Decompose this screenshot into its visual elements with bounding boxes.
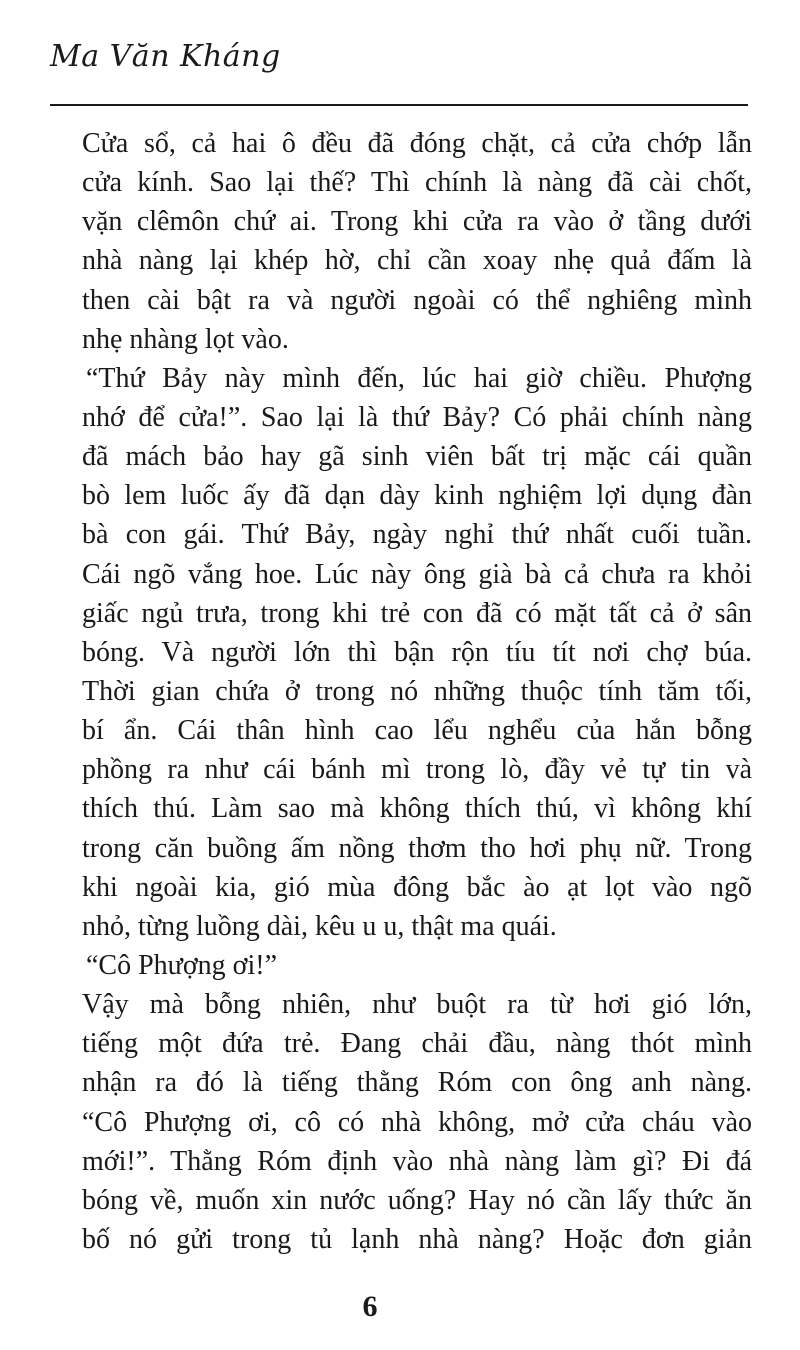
header-rule xyxy=(50,104,748,106)
text-line: khi ngoài kia, gió mùa đông bắc ào ạt lọt vào ngõ xyxy=(82,871,752,903)
text-line: Cửa sổ, cả hai ô đều đã đóng chặt, cả cửa chớp lẫn xyxy=(82,128,752,159)
text-line: nhỏ, từng luồng dài, kêu u u, thật ma quái. xyxy=(82,910,557,942)
text-line: Thời gian chứa ở trong nó những thuộc tính tăm tối, xyxy=(82,675,752,707)
text-line: bò lem luốc ấy đã dạn dày kinh nghiệm lợi dụng đàn xyxy=(82,480,752,512)
text-line: vặn clêmôn chứ ai. Trong khi cửa ra vào ở tầng dưới xyxy=(82,206,752,238)
text-line: nhà nàng lại khép hờ, chỉ cần xoay nhẹ quả đấm là xyxy=(82,245,752,277)
text-line: trong căn buồng ấm nồng thơm tho hơi phụ nữ. Trong xyxy=(82,832,752,864)
text-line: “Cô Phượng ơi!” xyxy=(86,949,277,981)
text-line: đã mách bảo hay gã sinh viên bất trị mặc cái quần xyxy=(82,441,752,473)
text-line: cửa kính. Sao lại thế? Thì chính là nàng đã cài chốt, xyxy=(82,167,752,199)
body-text xyxy=(82,124,752,1259)
text-line: mới!”. Thằng Róm định vào nhà nàng làm gì? Đi đá xyxy=(82,1145,752,1177)
text-line: then cài bật ra và người ngoài có thể nghiêng mình xyxy=(82,284,752,316)
text-line: “Cô Phượng ơi, cô có nhà không, mở cửa cháu vào xyxy=(82,1106,752,1138)
text-line: nhận ra đó là tiếng thằng Róm con ông anh nàng. xyxy=(82,1067,752,1099)
text-line: Cái ngõ vắng hoe. Lúc này ông già bà cả chưa ra khỏi xyxy=(82,558,752,590)
text-line: nhớ để cửa!”. Sao lại là thứ Bảy? Có phải chính nàng xyxy=(82,401,752,433)
text-line: bóng về, muốn xin nước uống? Hay nó cần lấy thức ăn xyxy=(82,1184,752,1216)
text-line: thích thú. Làm sao mà không thích thú, vì không khí xyxy=(82,793,752,825)
text-line: nhẹ nhàng lọt vào. xyxy=(82,323,289,355)
text-line: giấc ngủ trưa, trong khi trẻ con đã có mặt tất cả ở sân xyxy=(82,597,752,629)
page-number: 6 xyxy=(362,1290,378,1323)
text-line: bà con gái. Thứ Bảy, ngày nghỉ thứ nhất cuối tuần. xyxy=(82,519,752,551)
text-line: bóng. Và người lớn thì bận rộn tíu tít nơi chợ búa. xyxy=(82,636,752,668)
text-line: bố nó gửi trong tủ lạnh nhà nàng? Hoặc đơn giản xyxy=(82,1223,752,1255)
text-line: Vậy mà bỗng nhiên, như buột ra từ hơi gió lớn, xyxy=(82,989,752,1021)
running-header-author: Ma Văn Kháng xyxy=(50,39,281,74)
text-line: “Thứ Bảy này mình đến, lúc hai giờ chiều. Phượng xyxy=(86,362,752,394)
text-line: bí ẩn. Cái thân hình cao lểu nghểu của hắn bỗng xyxy=(82,715,752,747)
text-line: phồng ra như cái bánh mì trong lò, đầy vẻ tự tin và xyxy=(82,754,752,786)
text-line: tiếng một đứa trẻ. Đang chải đầu, nàng thót mình xyxy=(82,1028,752,1060)
